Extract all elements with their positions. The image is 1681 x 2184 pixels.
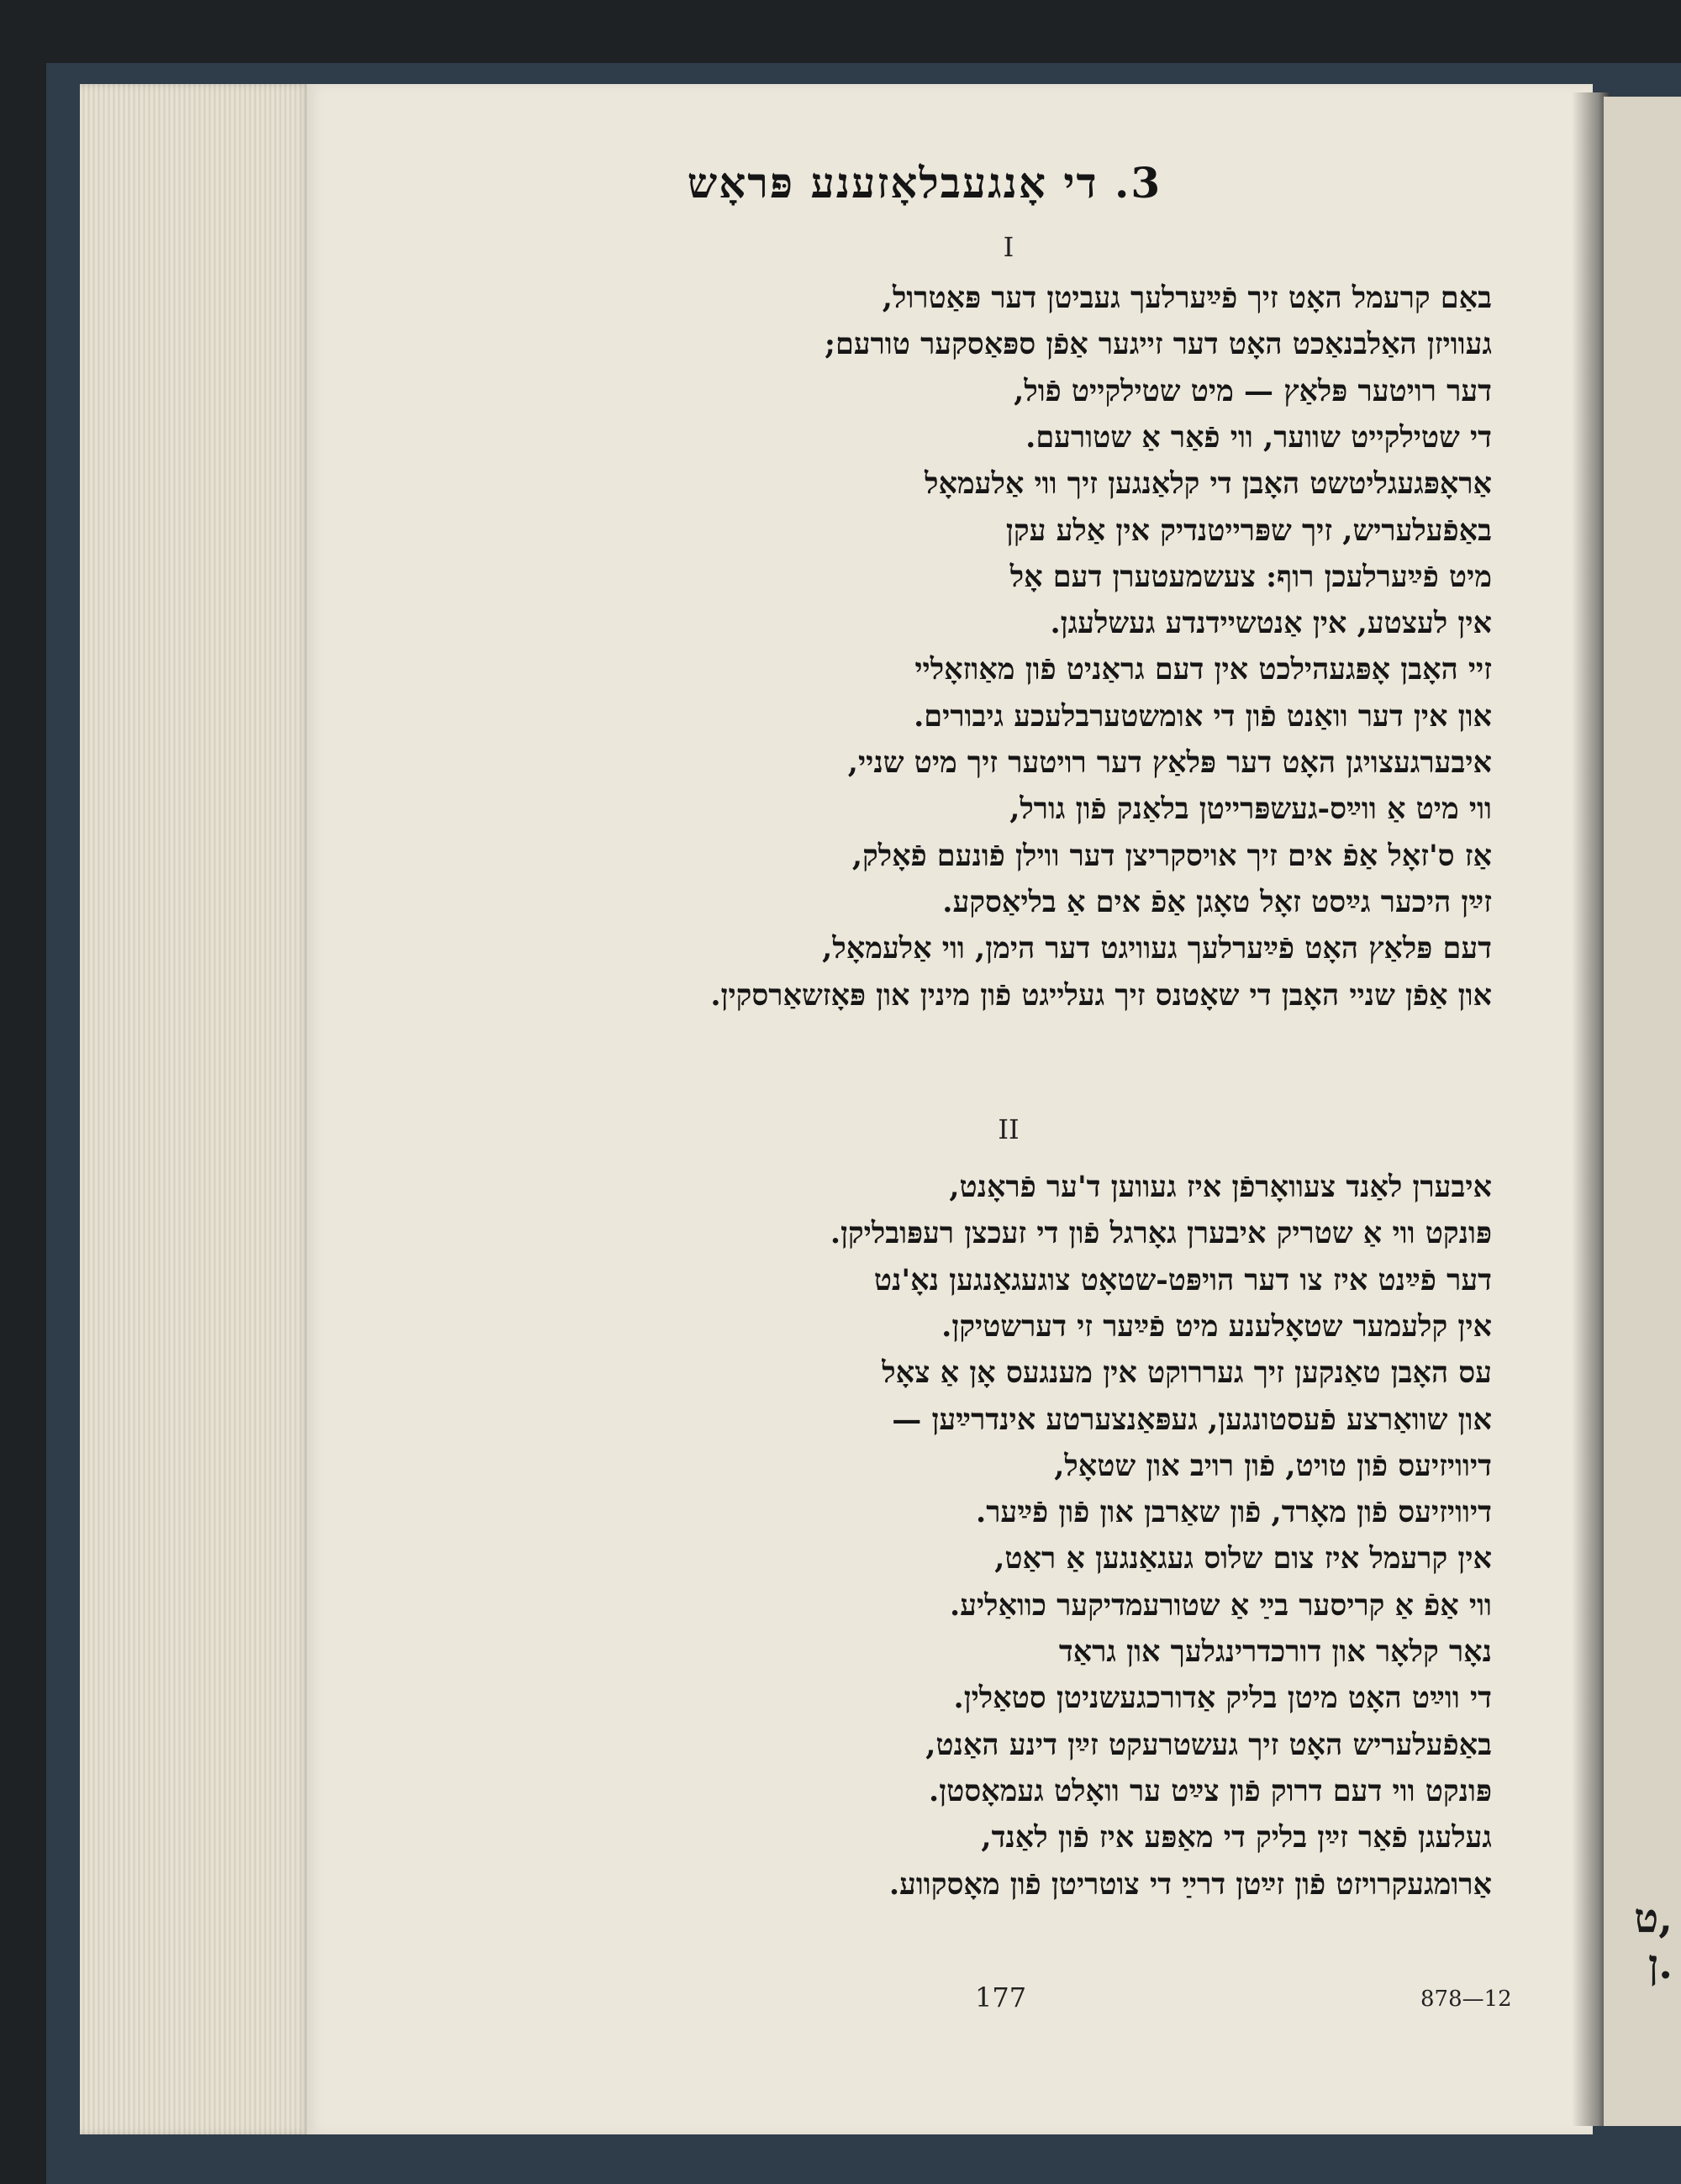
verse-line: איבערן לאַנד צעוואָרפֿן איז געווען ד'ער פֿראָנט,: [949, 1170, 1492, 1204]
verse-line: אַראָפּגעגליטשט האָבן די קלאַנגען זיך ווי אַלעמאָל: [925, 466, 1492, 502]
verse-line: באַם קרעמל האָט זיך פֿײַערלעך געביטן דער פּאַטרול,: [882, 281, 1492, 315]
verse-line: פּונקט ווי אַ שטריק איבערן גאָרגל פֿון די זעכצן רעפּובליקן.: [830, 1216, 1492, 1251]
verse-line: ווי אַפֿ אַ קריסער בײַ אַ שטורעמדיקער כוואַליע.: [949, 1587, 1492, 1623]
verse-line: און אַפֿן שניי האָבן די שאָטנס זיך געלייגט פֿון מינין און פּאָזשאַרסקין.: [710, 977, 1492, 1013]
printer-signature: 878—12: [1420, 1987, 1512, 2012]
verse-line: דער רויטער פּלאַץ — מיט שטילקייט פֿול,: [1014, 373, 1492, 408]
next-page-fragment: ט,: [1634, 1895, 1673, 1942]
verse-line: פּונקט ווי דעם דרוק פֿון צײַט ער וואָלט געמאָסטן.: [929, 1773, 1492, 1808]
section-2-text: [445, 1166, 1492, 1973]
page-number: 177: [975, 1981, 1027, 2013]
next-page-fragment: ן.: [1648, 1941, 1673, 1988]
verse-line: די שטילקייט שווער, ווי פֿאַר אַ שטורעם.: [1025, 419, 1492, 455]
next-page-edge: [1604, 97, 1681, 2126]
verse-line: און שוואַרצע פֿעסטונגען, געפּאַנצערטע אינדרײַען —: [892, 1402, 1492, 1437]
verse-line: מיט פֿײַערלעכן רוף: צעשמעטערן דעם אָל: [1009, 559, 1492, 594]
verse-line: אַרומגעקרויזט פֿון זײַטן דרײַ די צוטריטן פֿון מאָסקווע.: [888, 1866, 1492, 1902]
verse-line: געלעגן פֿאַר זײַן בליק די מאַפּע איז פֿון לאַנד,: [981, 1820, 1492, 1855]
verse-line: אין לעצטע, אין אַנטשיידנדע געשלעגן.: [1050, 606, 1492, 641]
verse-line: געוויזן האַלבנאַכט האָט דער זייגער אַפֿן ספּאַסקער טורעם;: [825, 327, 1492, 362]
verse-line: די ווײַט האָט מיטן בליק אַדורכגעשניטן סטאַלין.: [953, 1681, 1492, 1716]
verse-line: עס האָבן טאַנקען זיך געררוקט אין מענגעס אָן אַ צאָל: [882, 1355, 1492, 1391]
verse-line: באַפֿעלעריש האָט זיך געשטרעקט זײַן דינע האַנט,: [925, 1727, 1492, 1762]
verse-line: אין קרעמל איז צום שלוס געגאַנגען אַ ראַט,: [994, 1541, 1492, 1576]
verse-line: איבערגעצויגן האָט דער פּלאַץ דער רויטער זיך מיט שניי,: [847, 745, 1492, 780]
page-title: 3. די אָנגעבלאָזענע פּראָש: [687, 158, 1162, 208]
verse-line: דעם פּלאַץ האָט פֿײַערלעך געוויגט דער הימן, ווי אַלעמאָל,: [822, 931, 1492, 966]
verse-line: ווי מיט אַ ווײַס-געשפּרייטן בלאַנק פֿון גורל,: [1009, 792, 1492, 827]
verse-line: דער פֿײַנט איז צו דער הויפּט-שטאָט צוגעגאַנגען נאָ'נט: [873, 1262, 1492, 1297]
verse-line: זײַן היכער גײַסט זאָל טאָגן אַפֿ אים אַ בליאַסקע.: [942, 884, 1492, 919]
verse-line: באַפֿעלעריש, זיך שפּרייטנדיק אין אַלע עקן: [1005, 513, 1492, 548]
verse-line: אַז ס'זאָל אַפֿ אים זיך אויסקריצן דער ווילן פֿונעם פֿאָלק,: [851, 838, 1492, 873]
verse-line: דיוויזיעס פֿון מאָרד, פֿון שאַרבן און פֿון פֿײַער.: [976, 1495, 1492, 1530]
section-2-mark: II: [998, 1113, 1020, 1145]
page-block-edge: [80, 84, 311, 2134]
section-1-mark: I: [1003, 231, 1014, 263]
verse-line: דיוויזיעס פֿון טויט, פֿון רויב און שטאָל,: [1054, 1448, 1492, 1483]
verse-line: און אין דער וואַנט פֿון די אומשטערבלעכע גיבורים.: [914, 698, 1492, 734]
verse-line: זיי האָבן אָפּגעהילכט אין דעם גראַניט פֿון מאַוזאָליי: [914, 652, 1492, 687]
verse-line: אין קלעמער שטאָלענע מיט פֿײַער זי דערשטיקן.: [941, 1308, 1492, 1344]
section-1-text: [445, 277, 1492, 1084]
verse-line: נאָר קלאָר און דורכדרינגלעך און גראַד: [1058, 1634, 1492, 1669]
